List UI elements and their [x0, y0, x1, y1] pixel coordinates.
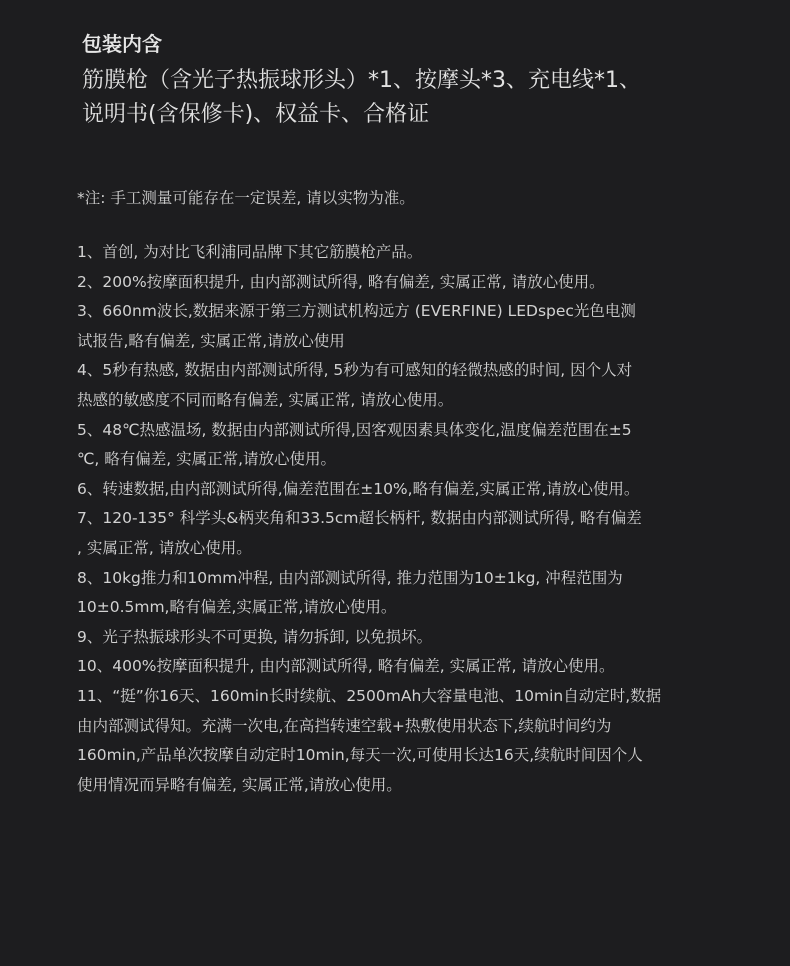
- note-line: 试报告,略有偏差, 实属正常,请放心使用: [77, 331, 345, 350]
- note-line: 160min,产品单次按摩自动定时10min,每天一次,可使用长达16天,续航时间因个人: [77, 746, 643, 765]
- note-line: 热感的敏感度不同而略有偏差, 实属正常, 请放心使用。: [77, 390, 454, 409]
- note-line: 1、首创, 为对比飞利浦同品牌下其它筋膜枪产品。: [77, 243, 423, 261]
- package-contents-section: [82, 28, 762, 132]
- package-contents-line: 说明书(含保修卡)、权益卡、合格证: [82, 102, 430, 127]
- package-contents-line: 筋膜枪（含光子热振球形头）*1、按摩头*3、充电线*1、: [82, 68, 641, 93]
- notes-disclaimer: *注: 手工测量可能存在一定误差, 请以实物为准。: [77, 189, 415, 207]
- note-line: 3、660nm波长,数据来源于第三方测试机构远方 (EVERFINE) LEDspec光色电测: [77, 302, 636, 321]
- note-line: 8、10kg推力和10mm冲程, 由内部测试所得, 推力范围为10±1kg, 冲程范围为: [77, 568, 623, 587]
- note-line: 7、120-135° 科学头&柄夹角和33.5cm超长柄杆, 数据由内部测试所得, 略有偏差: [77, 509, 642, 528]
- note-line: 10、400%按摩面积提升, 由内部测试所得, 略有偏差, 实属正常, 请放心使用。: [77, 657, 615, 676]
- notes-section: [77, 186, 737, 800]
- note-line: 6、转速数据,由内部测试所得,偏差范围在±10%,略有偏差,实属正常,请放心使用。: [77, 479, 640, 498]
- note-line: 4、5秒有热感, 数据由内部测试所得, 5秒为有可感知的轻微热感的时间, 因个人对: [77, 361, 633, 380]
- note-line: 由内部测试得知。充满一次电,在高挡转速空载+热敷使用状态下,续航时间约为: [77, 716, 612, 735]
- package-contents-title: 包装内含: [82, 32, 162, 56]
- note-line: 2、200%按摩面积提升, 由内部测试所得, 略有偏差, 实属正常, 请放心使用。: [77, 272, 605, 291]
- note-line: ℃, 略有偏差, 实属正常,请放心使用。: [77, 450, 337, 469]
- note-line: 10±0.5mm,略有偏差,实属正常,请放心使用。: [77, 598, 397, 617]
- note-line: 9、光子热振球形头不可更换, 请勿拆卸, 以免损坏。: [77, 627, 433, 646]
- note-line: , 实属正常, 请放心使用。: [77, 538, 252, 557]
- note-line: 使用情况而异略有偏差, 实属正常,请放心使用。: [77, 775, 402, 794]
- note-line: 11、“挺”你16天、160min长时续航、2500mAh大容量电池、10min自动定时,数据: [77, 686, 662, 705]
- note-line: 5、48℃热感温场, 数据由内部测试所得,因客观因素具体变化,温度偏差范围在±5: [77, 420, 632, 439]
